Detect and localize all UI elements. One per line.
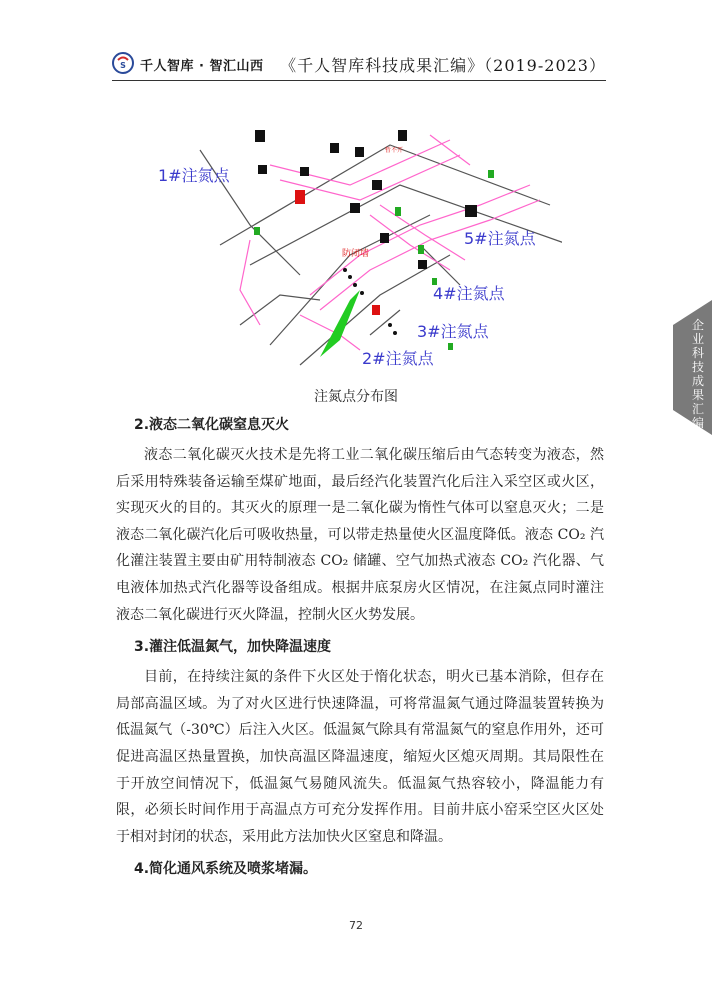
header-divider bbox=[112, 80, 606, 81]
logo-icon bbox=[112, 52, 134, 74]
figure-caption: 注氮点分布图 bbox=[314, 389, 398, 405]
red-marker bbox=[295, 190, 305, 204]
section-heading: 3.灌注低温氮气，加快降温速度 bbox=[134, 639, 332, 656]
book-title: 《千人智库科技成果汇编》（2019-2023） bbox=[280, 56, 606, 75]
paragraph: 液态二氧化碳灭火技术是先将工业二氧化碳压缩后由气态转变为液态，然后采用特殊装备运输至煤矿地面，最后经汽化装置汽化后注入采空区或火区，实现灭火的目的。其灭火的原理一是二氧化碳为惰性气体可以窒息灭火；二是液态二氧化碳汽化后可吸收热量，可以带走热量使火区温度降低。液态 CO₂ 汽化灌注装置主要由矿用特制液态 CO₂ 储罐、空气加热式液态 CO₂ 汽化器、气电液体加热式汽化器等设备组成。根据井底泵房火区情况，在注氮点同时灌注液态二氧化碳进行灭火降温，控制火区火势发展。 bbox=[116, 447, 604, 623]
map-label-2: 2#注氮点 bbox=[362, 349, 434, 368]
green-fill-area bbox=[320, 290, 360, 357]
body-content bbox=[116, 406, 604, 886]
nitrogen-injection-map bbox=[150, 95, 562, 375]
section-heading: 4.简化通风系统及喷浆堵漏。 bbox=[134, 861, 318, 878]
paragraph: 目前，在持续注氮的条件下火区处于惰化状态，明火已基本消除，但存在局部高温区域。为了对火区进行快速降温，可将常温氮气通过降温装置转换为低温氮气（-30℃）后注入火区。低温氮气除具有常温氮气的窒息作用外，还可促进高温区热量置换，加快高温区降温速度，缩短火区熄灭周期。其局限性在于开放空间情况下，低温氮气易随风流失。低温氮气热容较小，降温能力有限，必须长时间作用于高温点方可充分发挥作用。目前井底小窑采空区火区处于相对封闭的状态，采用此方法加快火区窒息和降温。 bbox=[116, 669, 604, 845]
svg-text:S: S bbox=[120, 61, 126, 70]
page-header bbox=[112, 52, 606, 76]
page-number: 72 bbox=[349, 919, 363, 932]
section-heading: 2.液态二氧化碳窒息灭火 bbox=[134, 417, 290, 433]
map-label-1: 1#注氮点 bbox=[158, 166, 230, 185]
map-small-label: 防闭墙 bbox=[342, 249, 370, 259]
map-small-label: 暂不开 bbox=[385, 147, 404, 154]
map-label-3: 3#注氮点 bbox=[417, 322, 489, 341]
brand-name: 千人智库 · 智汇山西 bbox=[140, 59, 264, 74]
map-label-4: 4#注氮点 bbox=[433, 284, 505, 303]
side-tab-label: 企业科技成果汇编 bbox=[691, 318, 704, 430]
map-label-5: 5#注氮点 bbox=[464, 229, 536, 248]
